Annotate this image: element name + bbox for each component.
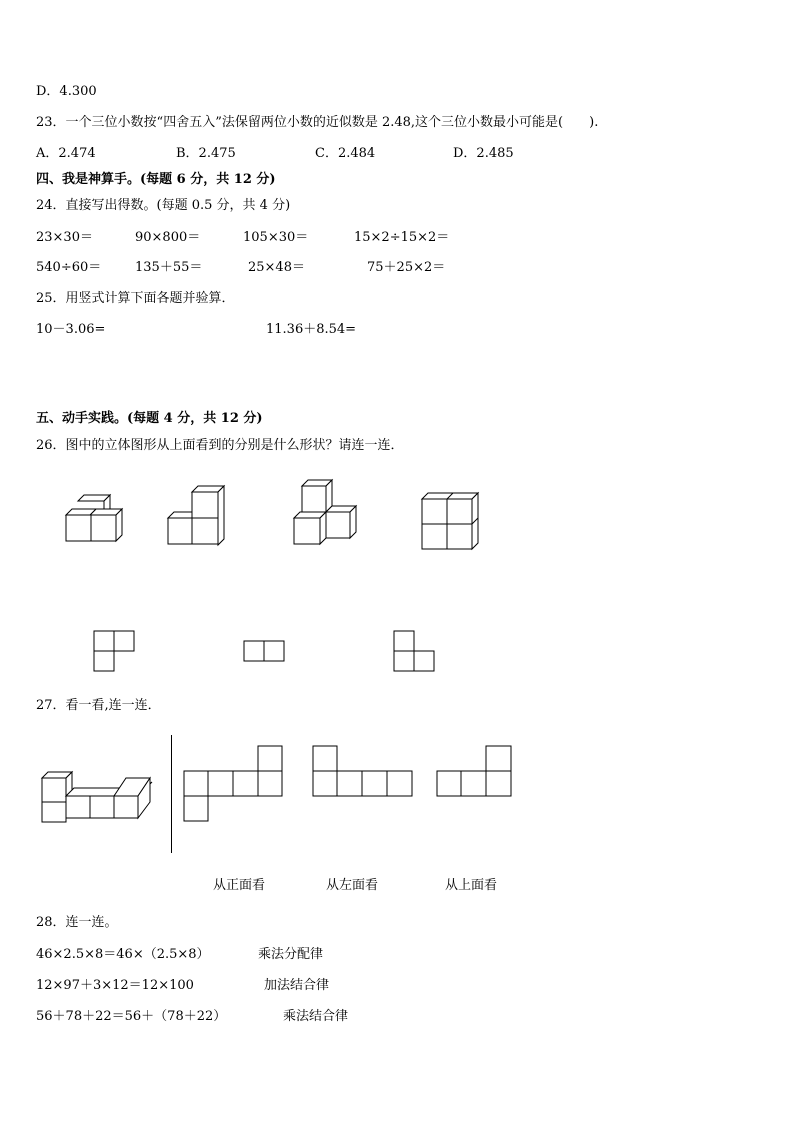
q24-r1-item2: 90×800＝ — [135, 230, 201, 245]
q23-option-c: C．2.484 — [315, 146, 376, 161]
section-4-title: 四、我是神算手。(每题 6 分，共 12 分) — [36, 172, 276, 187]
q27-stem: 27．看一看,连一连． — [36, 698, 161, 713]
q27-divider — [171, 735, 172, 853]
q27-label-front: 从正面看 — [213, 878, 266, 893]
q28-law-1: 乘法分配律 — [258, 947, 324, 962]
q26-solid-3 — [290, 478, 365, 550]
q24-r1-item4: 15×2÷15×2＝ — [354, 230, 450, 245]
q24-r2-item2: 135＋55＝ — [135, 260, 203, 275]
q23-option-d: D．2.485 — [453, 146, 514, 161]
q28-expr-2: 12×97＋3×12＝12×100 — [36, 978, 194, 993]
q27-view-2 — [312, 745, 415, 799]
q26-view-3 — [393, 630, 438, 673]
q26-view-1 — [93, 630, 138, 673]
q27-label-left: 从左面看 — [326, 878, 379, 893]
q24-r1-item1: 23×30＝ — [36, 230, 93, 245]
q27-solid — [38, 768, 158, 826]
q26-solid-4 — [418, 488, 488, 553]
q24-r2-item4: 75＋25×2＝ — [367, 260, 446, 275]
q25-item1: 10－3.06= — [36, 322, 106, 337]
q28-stem: 28．连一连。 — [36, 915, 118, 930]
q28-expr-1: 46×2.5×8＝46×（2.5×8） — [36, 947, 210, 962]
q24-r2-item3: 25×48＝ — [248, 260, 305, 275]
section-5-title: 五、动手实践。(每题 4 分，共 12 分) — [36, 411, 263, 426]
q26-view-2 — [243, 640, 288, 665]
q23-stem: 23．一个三位小数按“四舍五入”法保留两位小数的近似数是 2.48,这个三位小数最小可能是( ). — [36, 115, 599, 130]
q28-expr-3: 56＋78＋22＝56＋（78＋22） — [36, 1009, 227, 1024]
q24-r2-item1: 540÷60＝ — [36, 260, 102, 275]
q25-item2: 11.36＋8.54= — [266, 322, 357, 337]
q28-law-2: 加法结合律 — [264, 978, 330, 993]
q24-stem: 24．直接写出得数。(每题 0.5 分，共 4 分) — [36, 198, 291, 213]
q26-solid-1 — [60, 495, 130, 545]
q27-view-1 — [183, 745, 285, 823]
q24-r1-item3: 105×30＝ — [243, 230, 309, 245]
q22-option-d: D．4.300 — [36, 84, 97, 99]
q27-view-3 — [436, 745, 516, 799]
q26-stem: 26．图中的立体图形从上面看到的分别是什么形状？请连一连． — [36, 438, 404, 453]
q23-option-b: B．2.475 — [176, 146, 236, 161]
q27-label-top: 从上面看 — [445, 878, 498, 893]
q28-law-3: 乘法结合律 — [283, 1009, 349, 1024]
q25-stem: 25．用竖式计算下面各题并验算． — [36, 291, 235, 306]
q26-solid-2 — [162, 484, 232, 549]
q23-option-a: A．2.474 — [36, 146, 96, 161]
